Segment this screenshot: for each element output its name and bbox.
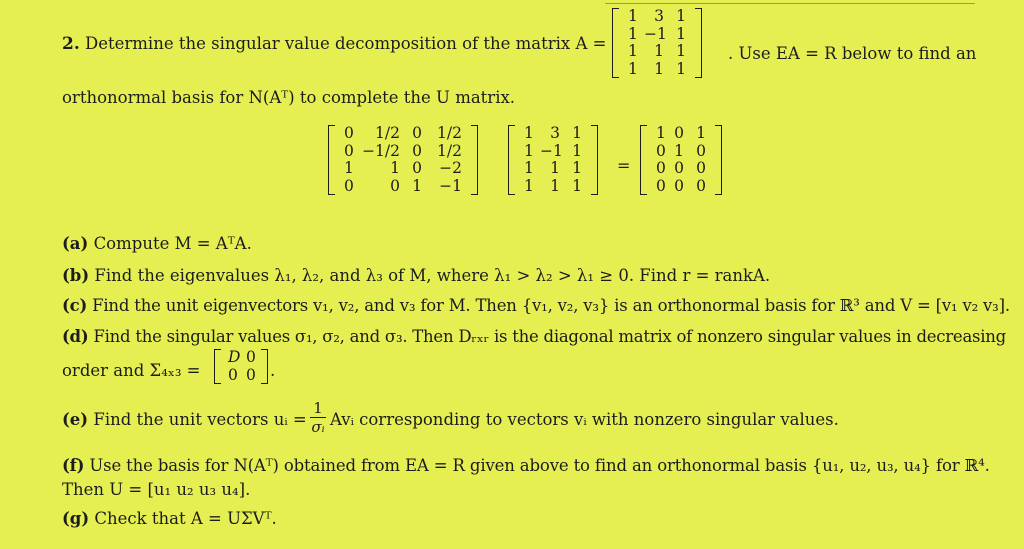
matrix-cell: 0 [674, 124, 684, 142]
matrix-r [640, 125, 722, 195]
matrix-cell: 1 [676, 59, 686, 78]
matrix-cell: 1 [696, 124, 706, 142]
matrix-e [328, 125, 478, 195]
right-bracket [471, 125, 478, 195]
matrix-cell: 0 [412, 141, 422, 160]
part-b [62, 266, 770, 285]
problem-number: 2. [62, 34, 80, 54]
right-bracket [261, 349, 268, 384]
problem-intro [62, 34, 606, 54]
part-d [62, 327, 1006, 346]
matrix-cell: 0 [390, 176, 400, 195]
matrix-cell: 0 [246, 365, 256, 384]
part-f [62, 456, 990, 475]
part-text: Check that A = UΣVᵀ. [94, 509, 277, 528]
fraction-numerator: 1 [310, 400, 326, 418]
left-bracket [214, 349, 221, 384]
matrix-cell: 1 [656, 124, 666, 142]
part-text: Find the unit eigenvectors v₁, v₂, and v₃ for M. Then {v₁, v₂, v₃} is an orthonormal basis for ℝ³ and V = [v₁ v₂ v₃]. [92, 296, 1010, 315]
matrix-cell: 1 [676, 7, 686, 25]
matrix-cell: 1 [674, 141, 684, 160]
left-bracket [508, 125, 515, 195]
left-bracket [640, 125, 647, 195]
part-f-line2: Then U = [u₁ u₂ u₃ u₄]. [62, 480, 251, 499]
matrix-cell: 0 [344, 141, 354, 160]
part-text: Compute M = AᵀA. [93, 234, 252, 253]
matrix-cell: 0 [696, 141, 706, 160]
matrix-cell: −1 [540, 141, 563, 160]
matrix-cell: 1 [524, 141, 534, 160]
matrix-cell: D [228, 348, 241, 366]
left-bracket [612, 8, 619, 78]
problem-intro-continued: . Use EA = R below to find an [728, 44, 977, 63]
matrix-cell: 0 [246, 348, 256, 366]
part-label: (c) [62, 296, 88, 315]
matrix-cell: 0 [412, 159, 422, 177]
part-label: (e) [62, 410, 89, 429]
matrix-cell: 1 [628, 59, 638, 78]
matrix-cell: 0 [412, 124, 422, 142]
part-text: Find the unit vectors uᵢ = [93, 410, 307, 429]
part-label: (b) [62, 266, 90, 285]
part-text: Find the singular values σ₁, σ₂, and σ₃. Then Dᵣₓᵣ is the diagonal matrix of nonzero singular values in decreasing [93, 327, 1006, 346]
matrix-cell: −1 [644, 24, 667, 43]
matrix-cell: 1 [524, 159, 534, 177]
matrix-cell: −1/2 [362, 141, 400, 160]
matrix-cell: 1/2 [437, 141, 462, 160]
matrix-cell: 1/2 [375, 124, 400, 142]
matrix-cell: 1/2 [437, 124, 462, 142]
part-d-line2: order and Σ₄ₓ₃ = [62, 361, 201, 380]
part-label: (g) [62, 509, 90, 528]
sigma-matrix-grid [221, 349, 261, 384]
matrix-cell: 1 [628, 42, 638, 60]
matrix-cell: 1 [524, 124, 534, 142]
matrix-cell: 0 [674, 176, 684, 195]
matrix-cell: 1 [572, 124, 582, 142]
part-label: (f) [62, 456, 85, 475]
problem-intro-text: Determine the singular value decomposition of the matrix A = [85, 34, 607, 53]
matrix-cell: 0 [696, 159, 706, 177]
part-g [62, 509, 277, 528]
part-label: (a) [62, 234, 89, 253]
matrix-cell: 3 [654, 7, 664, 25]
matrix-cell: 0 [656, 159, 666, 177]
matrix-cell: 1 [676, 42, 686, 60]
matrix-cell: 3 [550, 124, 560, 142]
part-a [62, 234, 252, 253]
matrix-e-grid [335, 125, 471, 195]
fraction-denominator: σᵢ [311, 418, 325, 436]
matrix-cell: 1 [344, 159, 354, 177]
part-e-continued: Avᵢ corresponding to vectors vᵢ with nonzero singular values. [330, 410, 839, 429]
part-e [62, 410, 307, 429]
left-bracket [328, 125, 335, 195]
top-rule [605, 3, 975, 4]
fraction [310, 400, 326, 436]
matrix-cell: −2 [439, 159, 462, 177]
matrix-a [612, 8, 702, 78]
matrix-cell: 1 [550, 159, 560, 177]
matrix-cell: 1 [676, 24, 686, 43]
matrix-cell: 1 [572, 176, 582, 195]
matrix-a-copy [508, 125, 598, 195]
matrix-cell: 1 [572, 141, 582, 160]
equals-sign: = [617, 156, 631, 175]
right-bracket [591, 125, 598, 195]
matrix-cell: −1 [439, 176, 462, 195]
matrix-cell: 1 [524, 176, 534, 195]
matrix-cell: 1 [628, 24, 638, 43]
matrix-r-grid [647, 125, 715, 195]
matrix-cell: 0 [656, 141, 666, 160]
matrix-cell: 1 [390, 159, 400, 177]
matrix-cell: 1 [572, 159, 582, 177]
matrix-cell: 1 [412, 176, 422, 195]
matrix-cell: 1 [654, 42, 664, 60]
problem-intro-line2: orthonormal basis for N(Aᵀ) to complete the U matrix. [62, 88, 516, 107]
matrix-a-grid [619, 8, 695, 78]
right-bracket [695, 8, 702, 78]
matrix-cell: 0 [228, 365, 238, 384]
sigma-matrix [214, 349, 268, 384]
matrix-cell: 1 [550, 176, 560, 195]
matrix-cell: 0 [656, 176, 666, 195]
matrix-cell: 0 [344, 124, 354, 142]
part-c [62, 296, 1010, 315]
part-text: Use the basis for N(Aᵀ) obtained from EA = R given above to find an orthonormal basis {u₁, u₂, u₃, u₄} for ℝ⁴. [89, 456, 990, 475]
matrix-cell: 1 [628, 7, 638, 25]
part-label: (d) [62, 327, 89, 346]
matrix-cell: 0 [674, 159, 684, 177]
part-text: Find the eigenvalues λ₁, λ₂, and λ₃ of M, where λ₁ > λ₂ > λ₁ ≥ 0. Find r = rankA. [94, 266, 771, 285]
right-bracket [715, 125, 722, 195]
matrix-a-copy-grid [515, 125, 591, 195]
matrix-cell: 1 [654, 59, 664, 78]
matrix-cell: 0 [344, 176, 354, 195]
part-d-period: . [270, 361, 276, 380]
matrix-cell: 0 [696, 176, 706, 195]
